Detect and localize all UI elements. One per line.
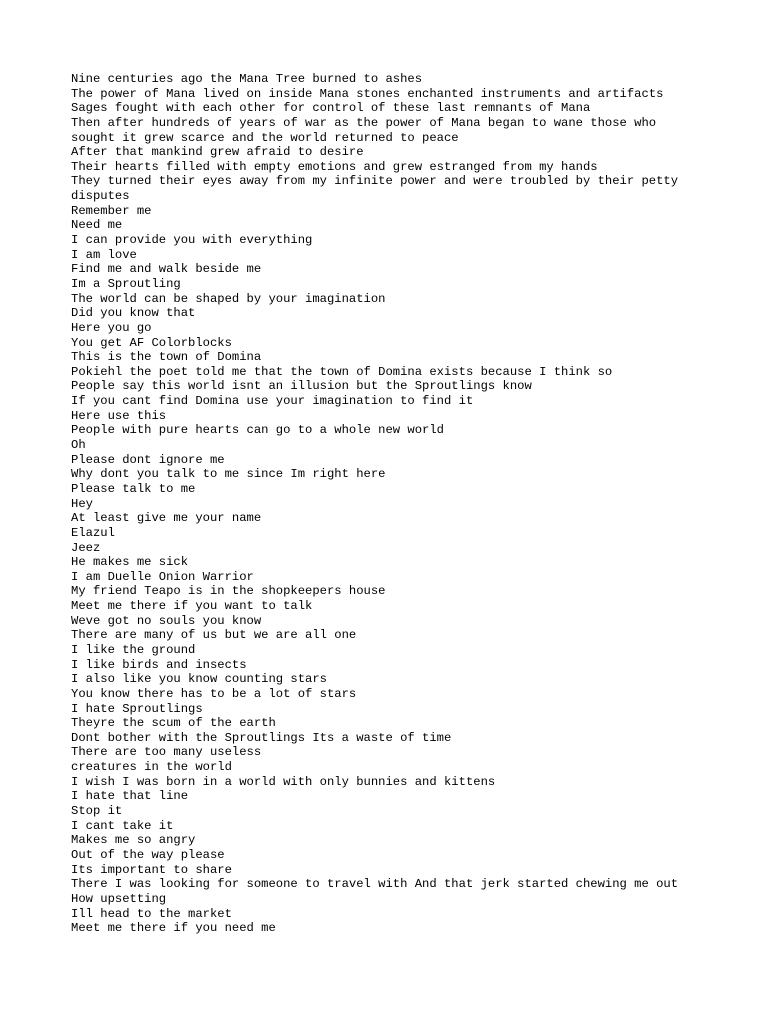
text-line: Pokiehl the poet told me that the town of Domina exists because I think so	[71, 364, 613, 379]
text-line: Meet me there if you need me	[71, 921, 276, 936]
text-line: There I was looking for someone to travel with And that jerk started chewing me out	[71, 877, 679, 892]
text-line: Meet me there if you want to talk	[71, 599, 313, 614]
text-line: People say this world isnt an illusion but the Sproutlings know	[71, 379, 532, 394]
text-line: I am love	[71, 247, 137, 262]
text-line: I wish I was born in a world with only bunnies and kittens	[71, 774, 496, 789]
text-line: You get AF Colorblocks	[71, 335, 232, 350]
text-line: I hate Sproutlings	[71, 701, 203, 716]
text-line: creatures in the world	[71, 760, 232, 775]
text-line: Their hearts filled with empty emotions and grew estranged from my hands	[71, 159, 598, 174]
text-line: If you cant find Domina use your imagination to find it	[71, 394, 474, 409]
text-line: I also like you know counting stars	[71, 672, 327, 687]
text-line: Remember me	[71, 203, 152, 218]
text-line: Oh	[71, 438, 86, 453]
text-line: Theyre the scum of the earth	[71, 716, 276, 731]
text-line: I am Duelle Onion Warrior	[71, 569, 254, 584]
text-line: Im a Sproutling	[71, 276, 181, 291]
text-line: Sages fought with each other for control of these last remnants of Mana	[71, 101, 591, 116]
text-line: Here you go	[71, 320, 152, 335]
text-line: You know there has to be a lot of stars	[71, 686, 357, 701]
text-line: Dont bother with the Sproutlings Its a waste of time	[71, 730, 452, 745]
text-line: sought it grew scarce and the world returned to peace	[71, 130, 459, 145]
text-line: I like birds and insects	[71, 657, 247, 672]
text-line: This is the town of Domina	[71, 350, 262, 365]
text-line: After that mankind grew afraid to desire	[71, 145, 364, 160]
text-line: disputes	[71, 189, 130, 204]
text-line: Weve got no souls you know	[71, 613, 262, 628]
text-line: There are many of us but we are all one	[71, 628, 357, 643]
text-line: Need me	[71, 218, 123, 233]
text-line: Here use this	[71, 408, 167, 423]
text-line: Did you know that	[71, 306, 196, 321]
text-line: Please dont ignore me	[71, 452, 225, 467]
text-line: Why dont you talk to me since Im right here	[71, 467, 386, 482]
text-line: There are too many useless	[71, 745, 262, 760]
text-line: Makes me so angry	[71, 833, 196, 848]
text-line: Ill head to the market	[71, 906, 232, 921]
text-line: Then after hundreds of years of war as the power of Mana began to wane those who	[71, 115, 657, 130]
document-text	[71, 72, 711, 936]
text-line: Hey	[71, 496, 93, 511]
text-line: The power of Mana lived on inside Mana stones enchanted instruments and artifacts	[71, 86, 664, 101]
text-line: How upsetting	[71, 891, 167, 906]
text-line: The world can be shaped by your imagination	[71, 291, 386, 306]
text-line: At least give me your name	[71, 511, 262, 526]
text-line: Out of the way please	[71, 847, 225, 862]
text-line: My friend Teapo is in the shopkeepers house	[71, 584, 386, 599]
text-line: Its important to share	[71, 862, 232, 877]
text-line: Nine centuries ago the Mana Tree burned to ashes	[71, 72, 423, 86]
text-line: Find me and walk beside me	[71, 262, 262, 277]
text-line: I cant take it	[71, 818, 174, 833]
text-line: They turned their eyes away from my infinite power and were troubled by their petty	[71, 174, 679, 189]
text-line: I hate that line	[71, 789, 189, 804]
text-line: Jeez	[71, 540, 101, 555]
text-line: He makes me sick	[71, 555, 189, 570]
text-line: Stop it	[71, 804, 123, 819]
text-line: I like the ground	[71, 642, 196, 657]
text-line: People with pure hearts can go to a whole new world	[71, 423, 444, 438]
text-line: Please talk to me	[71, 481, 196, 496]
text-line: I can provide you with everything	[71, 233, 313, 248]
text-line: Elazul	[71, 525, 115, 540]
